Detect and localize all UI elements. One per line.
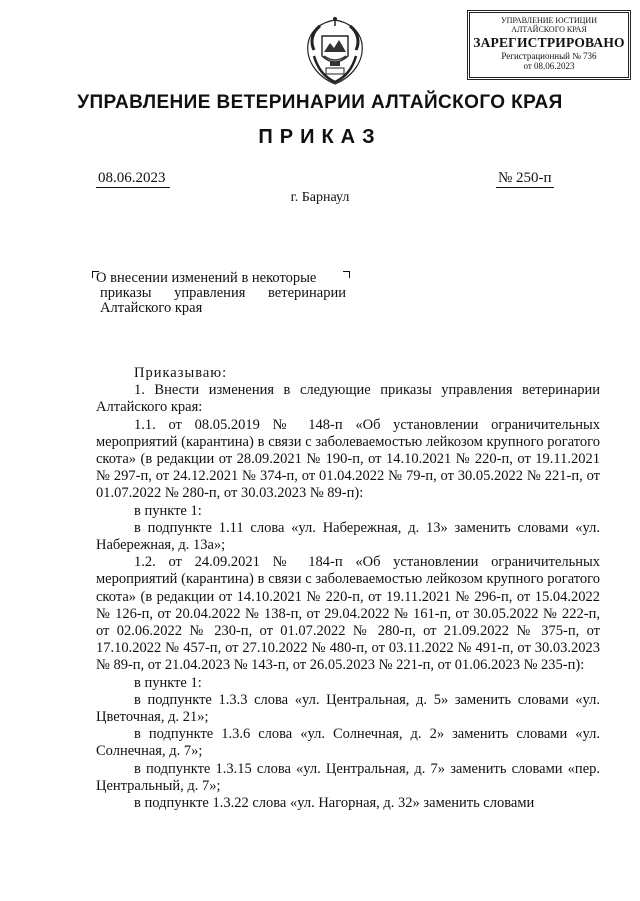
stamp-date: от 08.06.2023 [523, 61, 575, 71]
paragraph-1: 1. Внести изменения в следующие приказы управления ветеринарии Алтайского края: [96, 382, 600, 416]
paragraph-1-1: 1.1. от 08.05.2019 № 148-п «Об установлении ограничительных мероприятий (карантина) в связи с заболеваемостью лейкозом крупного рогатого скота» (в редакции от 28.09.2021 № 190-п, от 14.10.2021 № 220-п, от 19.11.2021 № 297-п, от 24.12.2021 № 374-п, от 01.04.2022 № 79-п, от 30.05.2022 № 221-п, от 01.07.2022 № 280-п, от 30.03.2023 № 89-п): [96, 416, 600, 502]
subject-line-1: О внесении изменений в некоторые [96, 270, 317, 286]
stamp-line2: АЛТАЙСКОГО КРАЯ [511, 25, 587, 34]
stamp-line1: УПРАВЛЕНИЕ ЮСТИЦИИ [501, 16, 597, 25]
paragraph-1-2-point: в пункте 1: [134, 674, 202, 691]
stamp-title: ЗАРЕГИСТРИРОВАНО [473, 35, 625, 50]
paragraph-1-1-point: в пункте 1: [134, 502, 202, 519]
paragraph-1-2: 1.2. от 24.09.2021 № 184-п «Об установлении ограничительных мероприятий (карантина) в связи с заболеваемостью лейкозом крупного рогатого скота» (в редакции от 14.10.2021 № 220-п, от 19.11.2021 № 296-п, от 15.04.2022 № 126-п, от 20.04.2022 № 138-п, от 29.04.2022 № 161-п, от 30.05.2022 № 222-п, от 02.06.2022 № 230-п, от 01.07.2022 № 280-п, от 21.09.2022 № 375-п, от 17.10.2022 № 457-п, от 27.10.2022 № 480-п, от 03.11.2022 № 491-п, от 30.03.2023 № 89-п, от 21.04.2023 № 143-п, от 26.05.2023 № 221-п, от 01.06.2023 № 235-п): [96, 554, 600, 674]
subject-line-3: Алтайского края [100, 300, 203, 316]
document-number: № 250-п [498, 170, 552, 186]
document-date: 08.06.2023 [96, 170, 170, 188]
document-type: ПРИКАЗ [258, 126, 382, 148]
coat-of-arms-emblem [300, 16, 370, 88]
paragraph-1-2-subpoint-2: в подпункте 1.3.6 слова «ул. Солнечная, д. 2» заменить словами «ул. Солнечная, д. 7»; [96, 726, 600, 760]
registration-stamp [467, 10, 631, 80]
subject-corner-left [92, 271, 99, 278]
document-body [96, 365, 600, 812]
organization-name: УПРАВЛЕНИЕ ВЕТЕРИНАРИИ АЛТАЙСКОГО КРАЯ [77, 92, 563, 113]
subject-corner-right [343, 271, 350, 278]
paragraph-1-1-subpoint: в подпункте 1.11 слова «ул. Набережная, д. 13» заменить словами «ул. Набережная, д. 13а»; [96, 519, 600, 554]
document-subject [96, 271, 352, 316]
subject-line-2: приказы управления ветеринарии [100, 285, 346, 301]
paragraph-order-word: Приказываю: [134, 365, 228, 381]
paragraph-1-2-subpoint-1: в подпункте 1.3.3 слова «ул. Центральная, д. 5» заменить словами «ул. Цветочная, д. 21»; [96, 691, 600, 726]
stamp-reg-number: Регистрационный № 736 [501, 51, 597, 61]
city: г. Барнаул [290, 190, 350, 205]
paragraph-1-2-subpoint-3: в подпункте 1.3.15 слова «ул. Центральная, д. 7» заменить словами «пер. Центральный, д. 7»; [96, 760, 600, 794]
paragraph-1-2-subpoint-4: в подпункте 1.3.22 слова «ул. Нагорная, д. 32» заменить словами [134, 795, 535, 812]
